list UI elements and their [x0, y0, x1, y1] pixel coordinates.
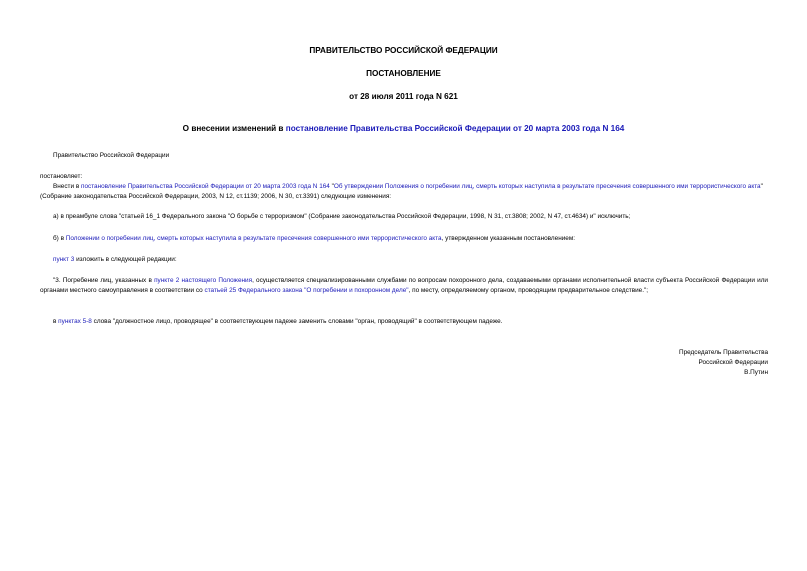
- header-date-number: от 28 июля 2011 года N 621: [349, 92, 458, 101]
- signature-org: Российской Федерации: [698, 359, 768, 366]
- p5-link-article25[interactable]: статьей 25 Федерального закона "О погребении и похоронном деле": [204, 287, 409, 294]
- p4-text-b: изложить в следующей редакции:: [74, 256, 177, 263]
- p3-text-a: б) в: [53, 235, 66, 242]
- paragraph-3: [40, 234, 768, 244]
- header-org: ПРАВИТЕЛЬСТВО РОССИЙСКОЙ ФЕДЕРАЦИИ: [309, 46, 498, 55]
- header-doc-type: ПОСТАНОВЛЕНИЕ: [366, 69, 441, 78]
- title-prefix: О внесении изменений в: [182, 124, 286, 133]
- p5-text-a: "3. Погребение лиц, указанных в: [53, 277, 155, 284]
- p1-link-regulation[interactable]: Об утверждении Положения о погребении лиц, смерть которых наступила в результате пресечения совершенного ими террористического акта: [333, 183, 761, 190]
- p3-link-regulation[interactable]: Положении о погребении лиц, смерть которых наступила в результате пресечения совершенного ими террористического акта: [65, 235, 442, 242]
- paragraph-1: [40, 182, 768, 202]
- paragraph-5: [40, 276, 768, 296]
- paragraph-4: [40, 255, 768, 265]
- title-link[interactable]: постановление Правительства Российской Федерации от 20 марта 2003 года N 164: [285, 124, 625, 133]
- decrees-line: постановляет:: [40, 173, 83, 180]
- p6-link-items5-8[interactable]: пунктах 5-8: [58, 318, 92, 325]
- p1-text-a: Внести в: [53, 183, 81, 190]
- p1-link-decree[interactable]: постановление Правительства Российской Федерации от 20 марта 2003 года N 164: [80, 183, 330, 190]
- paragraph-2: а) в преамбуле слова "статьей 16_1 Федерального закона "О борьбе с терроризмом" (Собрание законодательства Российской Федерации, 1998, N 31, ст.3808; 2002, N 47, ст.4634) и" исключить;: [53, 213, 631, 220]
- signature-title: Председатель Правительства: [679, 349, 768, 356]
- p5-text-c: , по месту, определяемому органом, проводящим предварительное следствие.";: [408, 287, 649, 294]
- p5-text-b: , осуществляется специализированными службами по вопросам похоронного дела, создаваемыми органами исполнительной власти субъекта Российской Федерации или органами местного самоуправления в соответствии со: [40, 277, 768, 294]
- signature-name: В.Путин: [744, 369, 768, 376]
- p6-text-a: в: [53, 318, 59, 325]
- p1-text-b: ": [329, 183, 334, 190]
- paragraph-6: [40, 317, 768, 327]
- government-line: Правительство Российской Федерации: [53, 152, 170, 159]
- p3-text-b: , утвержденном указанным постановлением:: [441, 235, 576, 242]
- p4-link-item3[interactable]: пункт 3: [53, 256, 75, 263]
- p6-text-b: слова "должностное лицо, проводящее" в соответствующем падеже заменить словами "орган, проводящий" в соответствующем падеже.: [91, 318, 503, 325]
- document-title: [0, 124, 807, 133]
- p5-link-item2[interactable]: пункте 2 настоящего Положения: [154, 277, 253, 284]
- p1-text-c: " (Собрание законодательства Российской Федерации, 2003, N 12, ст.1139; 2006, N 30, ст.3391) следующие изменения:: [40, 183, 763, 200]
